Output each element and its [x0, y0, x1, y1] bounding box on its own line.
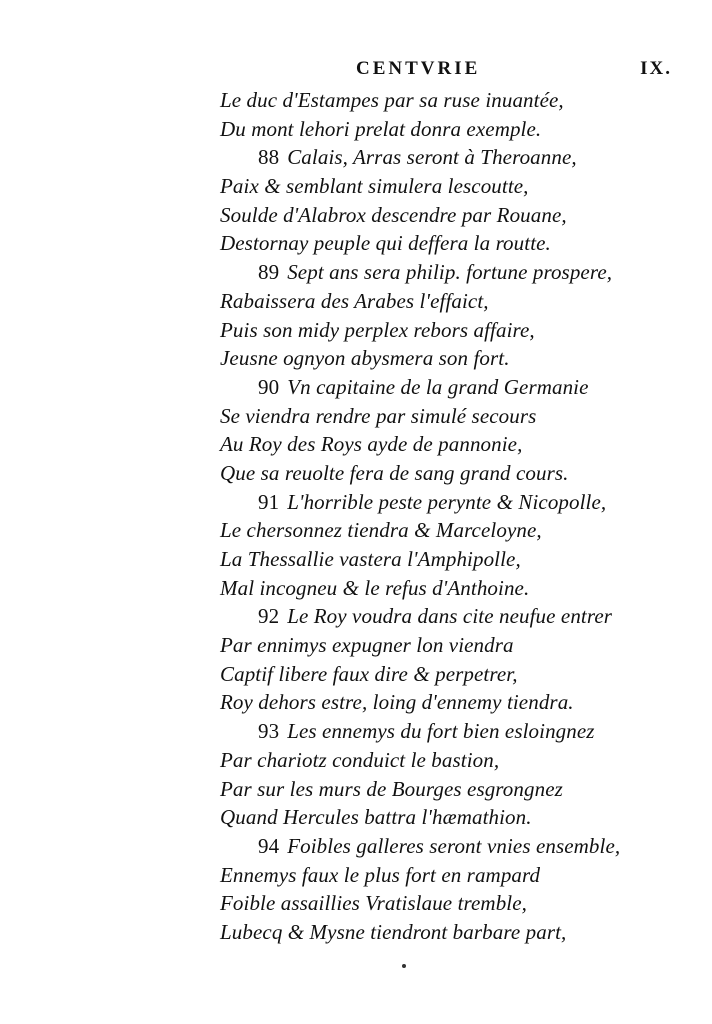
- ink-speck: [402, 964, 406, 968]
- verse-text: Sept ans sera philip. fortune prospere,: [287, 260, 613, 285]
- verse-text: Captif libere faux dire & perpetrer,: [220, 661, 518, 686]
- verse-line: [220, 516, 660, 545]
- verse-text: Par ennimys expugner lon viendra: [220, 633, 514, 658]
- verse-line: [220, 803, 660, 832]
- running-title: CENTVRIE: [356, 58, 481, 79]
- verse-text: Vn capitaine de la grand Germanie: [287, 374, 589, 399]
- verse-line: [220, 316, 660, 345]
- folio-number: IX.: [640, 58, 672, 79]
- verse-text: Jeusne ognyon abysmera son fort.: [220, 346, 510, 371]
- verse-line: [220, 115, 660, 144]
- quatrain-number: 91: [258, 489, 280, 514]
- verse-text: Lubecq & Mysne tiendront barbare part,: [220, 919, 567, 944]
- quatrain-number: 90: [258, 374, 280, 399]
- verse-text: Les ennemys du fort bien esloingnez: [287, 719, 595, 744]
- verse-text: Calais, Arras seront à Theroanne,: [287, 145, 577, 170]
- verse-line: [220, 172, 660, 201]
- quatrain-number: 94: [258, 833, 280, 858]
- verse-line: [220, 631, 660, 660]
- verse-line: [220, 545, 660, 574]
- quatrain-first-line: [220, 832, 660, 861]
- verse-line: [220, 574, 660, 603]
- verse-text: Rabaissera des Arabes l'effaict,: [220, 288, 489, 313]
- quatrain-first-line: [220, 602, 660, 631]
- verse-text: Foible assaillies Vratislaue tremble,: [220, 891, 527, 916]
- quatrain-first-line: [220, 373, 660, 402]
- quatrain-text-block: [220, 86, 660, 947]
- verse-text: Se viendra rendre par simulé secours: [220, 403, 537, 428]
- verse-line: [220, 459, 660, 488]
- verse-text: La Thessallie vastera l'Amphipolle,: [220, 547, 521, 571]
- verse-text: Soulde d'Alabrox descendre par Rouane,: [220, 202, 567, 227]
- verse-line: [220, 344, 660, 373]
- verse-line: [220, 889, 660, 918]
- verse-text: Que sa reuolte fera de sang grand cours.: [220, 460, 569, 485]
- verse-line: [220, 746, 660, 775]
- verse-line: [220, 861, 660, 890]
- quatrain-number: 88: [258, 145, 280, 170]
- verse-text: Par sur les murs de Bourges esgrongnez: [220, 776, 563, 801]
- verse-line: [220, 86, 660, 115]
- quatrain-first-line: [220, 258, 660, 287]
- verse-line: [220, 775, 660, 804]
- verse-line: [220, 918, 660, 947]
- verse-text: Du mont lehori prelat donra exemple.: [220, 116, 542, 141]
- verse-text: Au Roy des Roys ayde de pannonie,: [220, 432, 523, 457]
- verse-text: Le Roy voudra dans cite neufue entrer: [287, 604, 613, 629]
- running-head: [356, 58, 672, 82]
- verse-text: Mal incogneu & le refus d'Anthoine.: [220, 575, 530, 600]
- verse-text: Le duc d'Estampes par sa ruse inuantée,: [220, 88, 564, 112]
- verse-text: Paix & semblant simulera lescoutte,: [220, 174, 529, 199]
- verse-line: [220, 201, 660, 230]
- quatrain-number: 89: [258, 260, 280, 285]
- verse-text: Destornay peuple qui deffera la routte.: [220, 231, 551, 256]
- verse-line: [220, 430, 660, 459]
- quatrain-first-line: [220, 717, 660, 746]
- quatrain-number: 92: [258, 604, 280, 629]
- verse-line: [220, 402, 660, 431]
- verse-line: [220, 688, 660, 717]
- verse-text: Foibles galleres seront vnies ensemble,: [287, 833, 621, 858]
- quatrain-first-line: [220, 143, 660, 172]
- verse-text: Puis son midy perplex rebors affaire,: [220, 317, 535, 342]
- verse-line: [220, 287, 660, 316]
- verse-line: [220, 229, 660, 258]
- verse-line: [220, 660, 660, 689]
- quatrain-first-line: [220, 488, 660, 517]
- verse-text: L'horrible peste perynte & Nicopolle,: [287, 489, 607, 514]
- verse-text: Par chariotz conduict le bastion,: [220, 747, 500, 772]
- quatrain-number: 93: [258, 719, 280, 744]
- verse-text: Roy dehors estre, loing d'ennemy tiendra.: [220, 690, 574, 715]
- verse-text: Le chersonnez tiendra & Marceloyne,: [220, 518, 542, 543]
- verse-text: Quand Hercules battra l'hæmathion.: [220, 805, 532, 830]
- verse-text: Ennemys faux le plus fort en rampard: [220, 862, 541, 887]
